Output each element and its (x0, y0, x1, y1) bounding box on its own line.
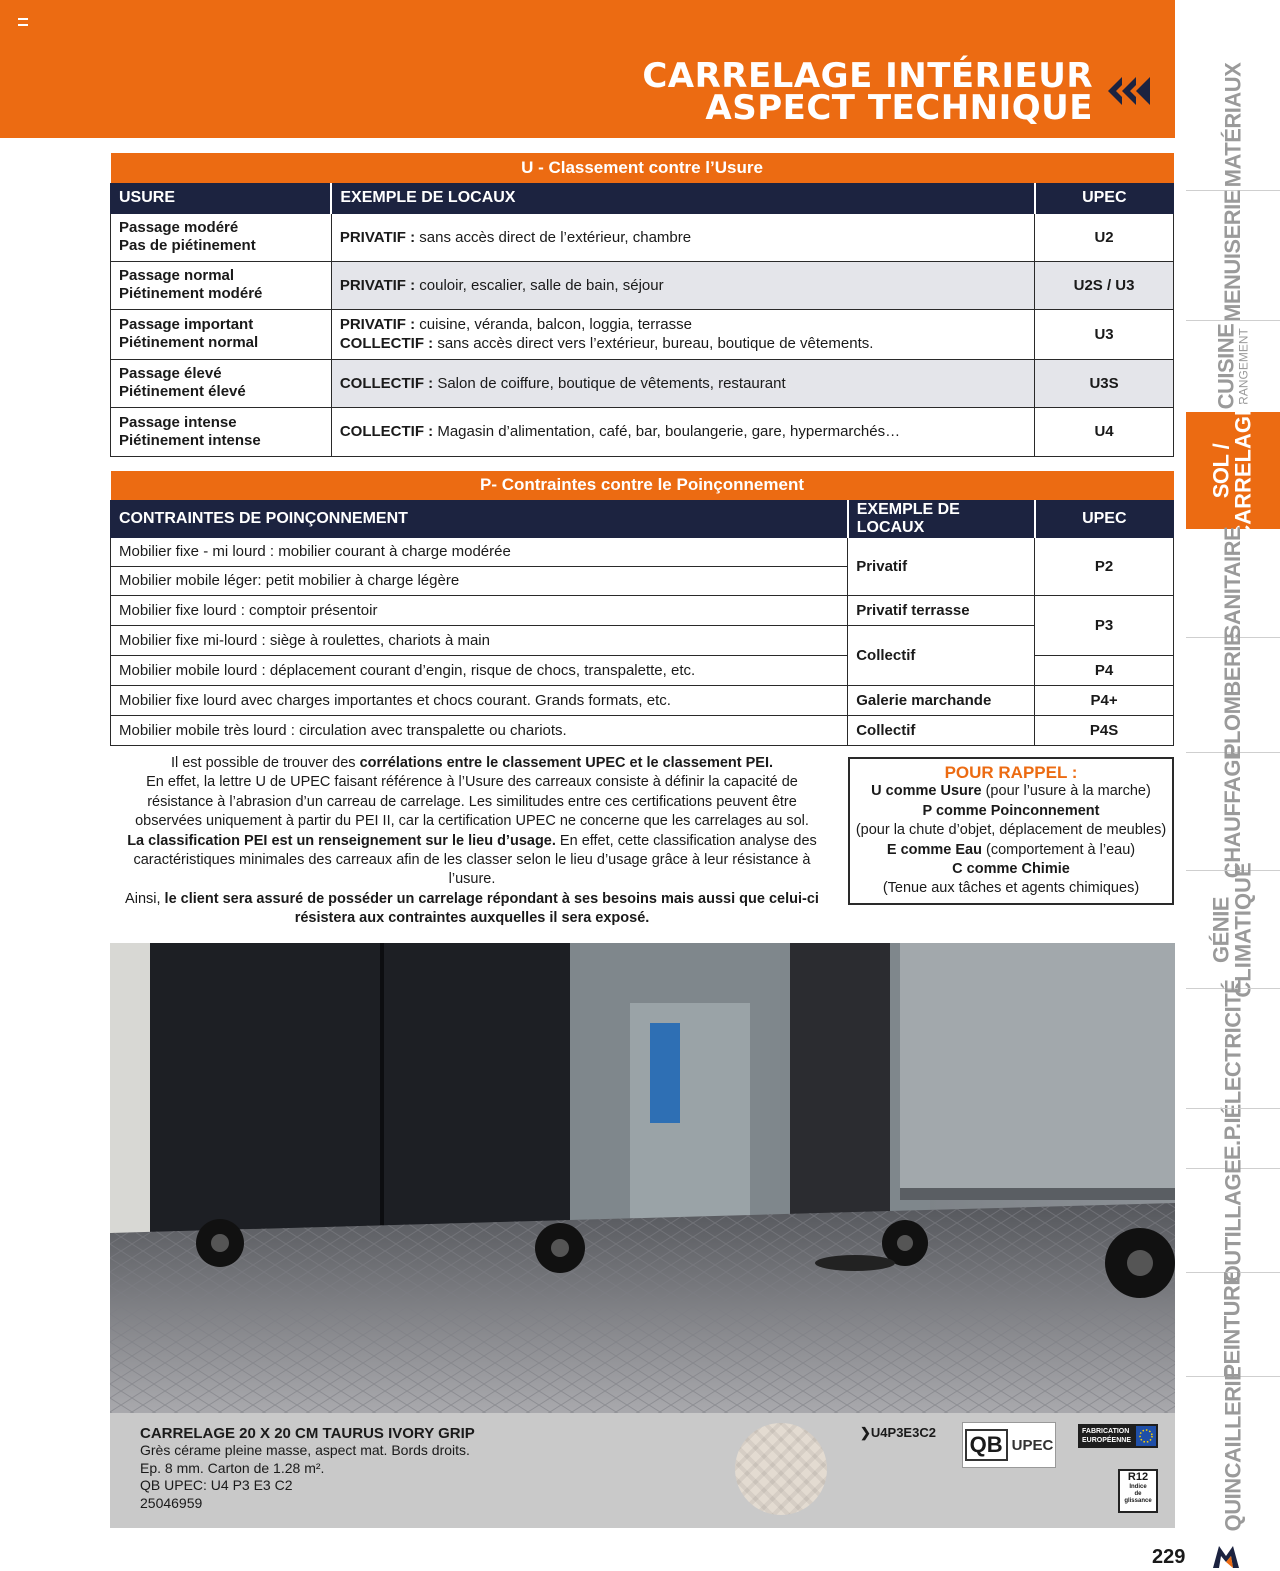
r12-label: R12 (1127, 1471, 1149, 1483)
locaux-example: couloir, escalier, salle de bain, séjour (415, 276, 664, 294)
category-sidebar (1186, 60, 1280, 1531)
sidebar-tab-sol-carrelage[interactable]: SOL / CARRELAGE (1186, 412, 1280, 529)
locaux-example: cuisine, véranda, balcon, loggia, terrasse (415, 316, 692, 333)
locaux-tag: PRIVATIF : (339, 276, 416, 294)
usure-table (110, 153, 1174, 457)
para-bold: le client sera assuré de posséder un carrelage répondant à ses besoins mais aussi que celui-ci résistera aux contraintes auxquelles il sera exposé. (164, 890, 819, 927)
locaux-cell: Privatif terrasse (848, 595, 1035, 625)
photo-illustration (110, 943, 1175, 1413)
kitchen-floor-photo (110, 943, 1175, 1413)
brand-logo-icon (1213, 1546, 1239, 1568)
sidebar-tab-epi[interactable]: E.P.I (1186, 1108, 1280, 1168)
rappel-u-desc: (pour l’usure à la marche) (981, 783, 1151, 800)
locaux-example: Salon de coiffure, boutique de vêtements, restaurant (433, 374, 786, 392)
upec-value: P4 (1035, 655, 1174, 685)
sidebar-tab-electricite[interactable]: ÉLECTRICITÉ (1186, 988, 1280, 1108)
upec-value: U4 (1035, 407, 1174, 456)
table-row (111, 595, 1174, 625)
usure-level: Passage normal (119, 267, 235, 284)
usure-level: Passage important (119, 316, 254, 333)
para-text: Il est possible de trouver des (170, 755, 360, 771)
sidebar-tab-materiaux[interactable]: MATÉRIAUX (1220, 62, 1245, 188)
table-row (111, 685, 1174, 715)
table-row (111, 625, 1174, 655)
sidebar-tab-menuiserie[interactable]: MENUISERIE (1186, 190, 1280, 320)
chevron-right-icon: ❯ (860, 1425, 871, 1440)
sidebar-tab-chauffage[interactable]: CHAUFFAGE (1186, 752, 1280, 870)
locaux-tag: COLLECTIF : (339, 374, 434, 392)
chevrons-left-icon (1108, 75, 1152, 107)
poinconnement-band-title: P- Contraintes contre le Poinçonnement (111, 471, 1174, 500)
table-row (111, 359, 1174, 407)
upec-pei-paragraph (112, 754, 832, 929)
qb-logo: QB (965, 1429, 1008, 1461)
product-line: Grès cérame pleine masse, aspect mat. Bords droits. (140, 1442, 470, 1459)
constraint-cell: Mobilier fixe - mi lourd : mobilier courant à charge modérée (111, 537, 848, 566)
usure-level-detail: Piétinement intense (119, 431, 261, 449)
locaux-cell: Collectif (848, 625, 1035, 685)
poinconnement-table (110, 471, 1174, 746)
fabrication-europeenne-badge: FABRICATION EUROPÉENNE (1078, 1424, 1158, 1448)
title-line-2: ASPECT TECHNIQUE (705, 88, 1093, 128)
table-row (111, 261, 1174, 309)
locaux-example: Magasin d’alimentation, café, bar, boulangerie, gare, hypermarchés… (433, 423, 901, 440)
para-bold: corrélations entre le classement UPEC et le classement PEI. (359, 755, 774, 771)
para-text: En effet, la lettre U de UPEC faisant référence à l’Usure des carreaux consiste à définir la capacité de résistance à l’abrasion d’un carreau de carrelage. Les similitudes entre ces certifications peuvent être observées uniquement à partir du PEI II, car la certification UPEC ne concerne que les carrelages au sol. (135, 774, 809, 830)
rappel-c-desc: (Tenue aux tâches et agents chimiques) (882, 880, 1140, 897)
title-line-1: CARRELAGE INTÉRIEUR (642, 56, 1093, 96)
locaux-example: sans accès direct vers l’extérieur, bureau, boutique de vêtements. (433, 335, 874, 352)
sidebar-tab-sanitaire[interactable]: SANITAIRE (1220, 526, 1245, 640)
locaux-tag: PRIVATIF : (339, 228, 416, 246)
para-text: Ainsi, (125, 890, 165, 907)
product-ref: 25046959 (140, 1494, 203, 1511)
col-header-exemple: EXEMPLE DE LOCAUX (848, 500, 1035, 537)
col-header-upec: UPEC (1035, 500, 1174, 537)
upec-value: P2 (1035, 537, 1174, 595)
rappel-p: P comme Poinconnement (922, 802, 1100, 819)
locaux-tag: COLLECTIF : (339, 423, 434, 440)
constraint-cell: Mobilier mobile très lourd : circulation avec transpalette ou chariots. (111, 715, 848, 745)
upec-value: P4S (1035, 715, 1174, 745)
product-code: ❯U4P3E3C2 (860, 1425, 936, 1440)
locaux-cell: Privatif (848, 537, 1035, 595)
sidebar-tab-cuisine[interactable]: CUISINE RANGEMENT (1186, 320, 1280, 412)
usure-band-title: U - Classement contre l’Usure (111, 153, 1174, 183)
page-header (0, 0, 1175, 138)
rappel-p-desc: (pour la chute d’objet, déplacement de meubles) (855, 822, 1167, 839)
usure-level: Passage intense (119, 413, 237, 431)
table-row (111, 407, 1174, 456)
locaux-tag: COLLECTIF : (339, 335, 434, 352)
locaux-example: sans accès direct de l’extérieur, chambre (415, 228, 692, 246)
product-title: CARRELAGE 20 X 20 CM TAURUS IVORY GRIP (140, 1425, 475, 1442)
constraint-cell: Mobilier mobile léger: petit mobilier à charge légère (111, 566, 848, 595)
rappel-box (848, 757, 1174, 905)
usure-level-detail: Piétinement normal (119, 334, 259, 351)
upec-value: U2S / U3 (1035, 261, 1174, 309)
col-header-upec: UPEC (1035, 183, 1174, 213)
sidebar-tab-quincaillerie[interactable]: QUINCAILLERIE (1186, 1376, 1280, 1520)
constraint-cell: Mobilier fixe lourd avec charges importantes et chocs courant. Grands formats, etc. (111, 685, 848, 715)
rappel-u: U comme Usure (871, 783, 982, 800)
usure-level: Passage élevé (119, 365, 222, 382)
rappel-e-desc: (comportement à l’eau) (981, 841, 1136, 858)
col-header-contraintes: CONTRAINTES DE POINÇONNEMENT (111, 500, 848, 537)
qb-upec-badge (962, 1422, 1056, 1468)
usure-level-detail: Piétinement élevé (119, 383, 246, 400)
table-row (111, 309, 1174, 359)
sidebar-tab-outillage[interactable]: OUTILLAGE (1186, 1168, 1280, 1272)
rappel-e: E comme Eau (886, 841, 982, 858)
upec-value: P3 (1035, 595, 1174, 655)
product-description (140, 1425, 475, 1512)
qb-upec-text: UPEC (1011, 1436, 1054, 1454)
eu-flag-icon (1136, 1426, 1156, 1446)
rappel-title: POUR RAPPEL : (944, 763, 1078, 782)
page-number: 229 (1152, 1546, 1186, 1568)
sidebar-tab-plomberie[interactable]: PLOMBERIE (1186, 637, 1280, 752)
upec-value: P4+ (1035, 685, 1174, 715)
tile-swatch (735, 1423, 827, 1515)
constraint-cell: Mobilier fixe lourd : comptoir présentoir (111, 595, 848, 625)
usure-level-detail: Piétinement modéré (119, 285, 263, 302)
sidebar-tab-peinture[interactable]: PEINTURE (1186, 1272, 1280, 1376)
col-header-exemple: EXEMPLE DE LOCAUX (331, 183, 1034, 213)
product-line: Ep. 8 mm. Carton de 1.28 m². (140, 1459, 325, 1476)
usure-level: Passage modéré (119, 219, 239, 236)
para-text: En effet, cette classification analyse des caractéristiques minimales des carreaux afin de les classer selon le lieu d’usage grâce à leur résistance à l’usure. (133, 832, 817, 888)
constraint-cell: Mobilier mobile lourd : déplacement courant d’engin, risque de chocs, transpalette, etc. (111, 655, 848, 685)
constraint-cell: Mobilier fixe mi-lourd : siège à roulettes, chariots à main (111, 625, 848, 655)
usure-level-detail: Pas de piétinement (119, 237, 256, 254)
col-header-usure: USURE (111, 183, 332, 213)
upec-value: U3 (1035, 309, 1174, 359)
locaux-cell: Collectif (848, 715, 1035, 745)
table-row (111, 213, 1174, 261)
locaux-cell: Galerie marchande (848, 685, 1035, 715)
para-bold: La classification PEI est un renseignement sur le lieu d’usage. (127, 832, 556, 849)
upec-value: U3S (1035, 359, 1174, 407)
r12-slip-badge: R12 Indice de glissance (1118, 1469, 1158, 1513)
sidebar-tab-genie-climatique[interactable]: GÉNIE CLIMATIQUE (1186, 870, 1280, 988)
locaux-tag: PRIVATIF : (339, 316, 416, 333)
table-row (111, 715, 1174, 745)
menu-icon[interactable] (18, 18, 28, 26)
rappel-c: C comme Chimie (952, 861, 1070, 878)
table-row (111, 537, 1174, 566)
upec-value: U2 (1035, 213, 1174, 261)
product-line: QB UPEC: U4 P3 E3 C2 (140, 1477, 293, 1494)
